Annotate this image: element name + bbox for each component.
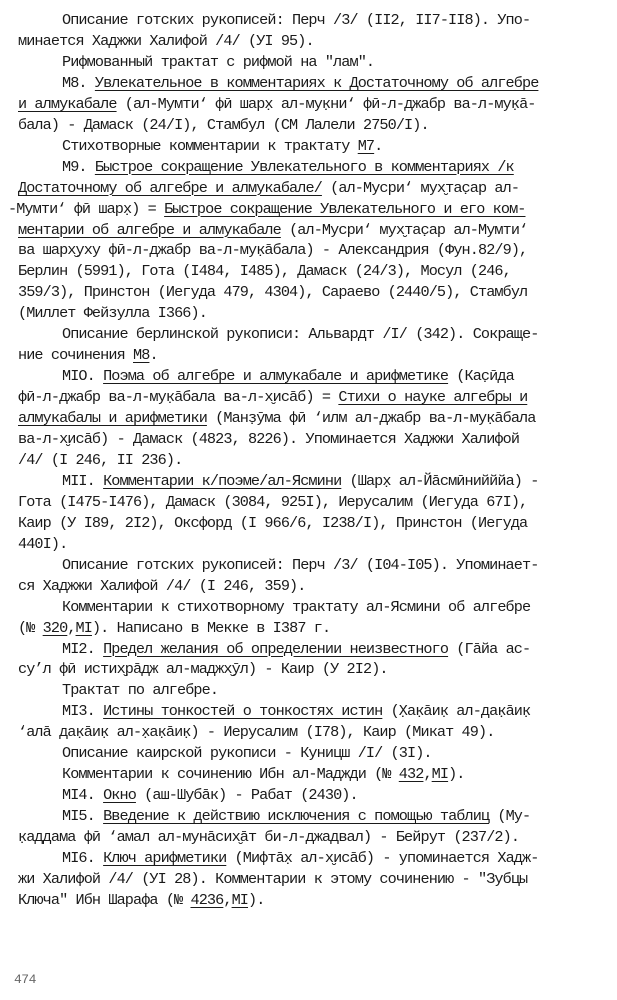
- text-line: [62, 848, 538, 868]
- text-segment: Описание каирской рукописи - Куницш /I/ (3I).: [62, 744, 432, 763]
- text-segment: ).: [448, 765, 465, 784]
- page-number: 474: [14, 972, 36, 987]
- text-line: [18, 31, 314, 51]
- text-segment: Описание берлинской рукописи: Альвардт /I/ (342). Сокраще-: [62, 325, 539, 344]
- underlined-title: 4236: [190, 890, 224, 909]
- text-line: [62, 324, 538, 344]
- underlined-title: М7: [357, 136, 375, 155]
- text-segment: (аш-Шубāк) - Рабат (2430).: [135, 786, 358, 805]
- underlined-title: Введение к действию исключения с помощью таблиц: [103, 807, 490, 826]
- text-line: [18, 869, 527, 889]
- text-segment: МI3.: [62, 702, 104, 721]
- text-segment: (Миллет Фейзулла I366).: [18, 304, 207, 323]
- text-line: [18, 220, 527, 240]
- text-line: [18, 387, 527, 407]
- text-line: [62, 555, 538, 575]
- text-line: [18, 240, 527, 260]
- text-segment: МI5.: [62, 807, 104, 826]
- text-line: [18, 429, 519, 449]
- text-line: [62, 806, 530, 826]
- text-segment: МIO.: [62, 367, 104, 386]
- text-segment: (Мифтāх̣ ал-х̮исāб) - упоминается Хадж-: [226, 849, 539, 867]
- text-segment: Рифмованный трактат с рифмой на "лам".: [62, 52, 375, 71]
- underlined-title: Истины тонкостей о тонкостях истин: [103, 702, 383, 721]
- text-line: [62, 10, 530, 30]
- text-line: [18, 659, 388, 679]
- text-segment: Описание готских рукописей: Перч /3/ (II2, II7-II8). Упо-: [62, 11, 531, 29]
- text-line: [18, 513, 527, 533]
- text-line: [62, 157, 514, 177]
- text-segment: бала) - Дамаск (24/I), Стамбул (СМ Лалели 2750/I).: [18, 115, 429, 134]
- text-segment: Трактат по алгебре.: [62, 681, 219, 700]
- text-segment: ва-л-х̮исāб) - Дамаск (4823, 8226). Упоминается Хаджжи Халифой: [18, 430, 520, 448]
- text-line: [18, 618, 330, 638]
- text-segment: ся Хаджжи Халифой /4/ (I 246, 359).: [18, 576, 306, 595]
- underlined-title: М8: [133, 346, 150, 365]
- underlined-title: Поэма об алгебре и алмукабале и арифметике: [103, 367, 449, 386]
- text-segment: Описание готских рукописей: Перч /3/ (I04-I05). Упоминает-: [62, 555, 539, 574]
- underlined-title: 320: [42, 618, 68, 637]
- text-segment: (Манз̣ӯма фӣ ‘илм ал-джабр ва-л-мук̣āбала: [206, 409, 536, 428]
- text-segment: фӣ-л-джабр ва-л-мук̣āбала ва-л-х̮исāб) =: [18, 388, 339, 407]
- text-segment: ).: [248, 890, 265, 909]
- text-line: [62, 785, 358, 805]
- text-segment: ние сочинения: [18, 346, 133, 365]
- text-segment: ва шарх̮уху фӣ-л-джабр ва-л-мук̣āбала) - Александрия (Фун.82/9),: [18, 241, 528, 260]
- text-segment: /4/ (I 246, II 236).: [18, 450, 183, 469]
- text-segment: 359/3), Принстон (Иегуда 479, 4304), Сараево (2440/5), Стамбул: [18, 283, 528, 302]
- underlined-title: Ключ арифметики: [103, 849, 227, 867]
- text-line: [62, 471, 538, 491]
- text-line: [18, 890, 264, 910]
- text-line: [18, 722, 494, 742]
- text-segment: .: [374, 136, 383, 155]
- underlined-title: алмукабалы и арифметики: [18, 409, 207, 428]
- underlined-title: Достаточному об алгебре и алмукабале/: [18, 178, 322, 197]
- text-segment: М9.: [62, 157, 95, 176]
- text-line: [62, 597, 530, 617]
- underlined-title: Стихи о науке алгебры и: [338, 388, 528, 407]
- underlined-title: Быстрое сокращение Увлекательного в комментариях /к: [94, 157, 514, 176]
- text-segment: Берлин (5991), Гота (I484, I485), Дамаск (24/3), Мосул (246,: [18, 262, 511, 281]
- text-line: [18, 492, 527, 512]
- underlined-title: Окно: [103, 786, 136, 805]
- text-segment: Каир (У I89, 2I2), Оксфорд (I 966/6, I238/I), Принстон (Иегуда: [18, 513, 528, 532]
- text-line: [18, 261, 511, 281]
- text-segment: Стихотворные комментарии к трактату: [62, 136, 358, 155]
- text-segment: -Мумти‘ фӣ шарх̣) =: [8, 199, 165, 218]
- text-line: [62, 52, 374, 72]
- text-segment: ,: [67, 618, 76, 637]
- underlined-title: ментарии об алгебре и алмукабале: [18, 220, 281, 239]
- text-line: [18, 576, 306, 596]
- text-line: [62, 764, 465, 784]
- text-segment: (Му-: [489, 807, 531, 826]
- underlined-title: Увлекательное в комментариях к Достаточному об алгебре: [94, 73, 539, 92]
- text-segment: (Гāйа ас-: [448, 639, 531, 658]
- text-line: [62, 73, 538, 93]
- text-segment: .: [149, 346, 158, 365]
- underlined-title: Предел желания об определении неизвестного: [103, 639, 449, 658]
- text-line: [18, 345, 158, 365]
- underlined-title: 432: [398, 765, 424, 784]
- text-line: [62, 366, 514, 386]
- text-segment: Гота (I475-I476), Дамаск (3084, 925I), Иерусалим (Иегуда 67I),: [18, 492, 528, 511]
- text-segment: МII.: [62, 471, 104, 490]
- underlined-title: и алмукабале: [18, 94, 117, 113]
- text-segment: (ал-Мумти‘ фӣ шарх̣ ал-мук̣ни‘ фӣ-л-джабр ва-л-мук̣ā-: [116, 94, 536, 113]
- text-segment: (№: [18, 618, 43, 637]
- text-segment: ). Написано в Мекке в I387 г.: [91, 618, 331, 637]
- text-line: [62, 136, 382, 156]
- text-segment: жи Халифой /4/ (УI 28). Комментарии к этому сочинению - "Зубцы: [18, 869, 528, 888]
- text-segment: минается Хаджжи Халифой /4/ (УI 95).: [18, 31, 314, 50]
- text-line: [18, 450, 182, 470]
- underlined-title: Быстрое сокращение Увлекательного и его ком-: [164, 199, 526, 218]
- underlined-title: МI: [431, 765, 449, 784]
- text-line: [62, 639, 530, 659]
- text-line: [18, 178, 519, 198]
- text-line: [18, 282, 527, 302]
- text-segment: к̣аддама фӣ ‘амал ал-мунāсих̮āт би-л-джадвал) - Бейрут (237/2).: [18, 828, 520, 847]
- text-line: [18, 408, 535, 428]
- text-segment: (ал-Мусри‘ мух̮тас̣ар ал-Мумти‘: [280, 220, 528, 239]
- text-segment: 440I).: [18, 534, 68, 553]
- text-line: [18, 94, 536, 114]
- text-segment: Комментарии к стихотворному трактату ал-Ясмини об алгебре: [62, 597, 531, 616]
- text-segment: (Шарх̣ ал-Йāсмӣнийййа) -: [341, 471, 539, 490]
- text-line: [8, 199, 526, 219]
- underlined-title: МI: [231, 890, 249, 909]
- text-line: [18, 827, 519, 847]
- text-segment: Комментарии к сочинению Ибн ал-Маджди (№: [62, 765, 399, 784]
- text-segment: (ал-Мусри‘ мух̮тас̣ар ал-: [321, 178, 520, 197]
- text-segment: (Кас̣ӣда: [448, 367, 514, 386]
- text-segment: (Х̣ак̣āик̣ ал-дак̣āик̣: [382, 702, 531, 721]
- text-line: [18, 115, 429, 135]
- text-segment: ,: [423, 765, 432, 784]
- text-line: [18, 534, 67, 554]
- underlined-title: Комментарии к/поэме/ал-Ясмини: [103, 471, 342, 490]
- underlined-title: МI: [75, 618, 92, 637]
- text-segment: су’л фӣ истих̮рāдж ал-маджх̮ӯл) - Каир (У 2I2).: [18, 660, 388, 679]
- text-line: [18, 303, 207, 323]
- text-line: [62, 743, 432, 763]
- text-segment: МI2.: [62, 639, 104, 658]
- text-segment: ‘алā дак̣āик̣ ал-х̣ак̣āик̣) - Иерусалим (I78), Каир (Микат 49).: [18, 723, 495, 742]
- text-segment: М8.: [62, 73, 95, 92]
- text-line: [62, 680, 218, 700]
- text-segment: МI6.: [62, 849, 104, 867]
- text-segment: ,: [223, 890, 232, 909]
- text-segment: МI4.: [62, 786, 104, 805]
- text-segment: Ключа" Ибн Шарафа (№: [18, 890, 191, 909]
- text-line: [62, 701, 530, 721]
